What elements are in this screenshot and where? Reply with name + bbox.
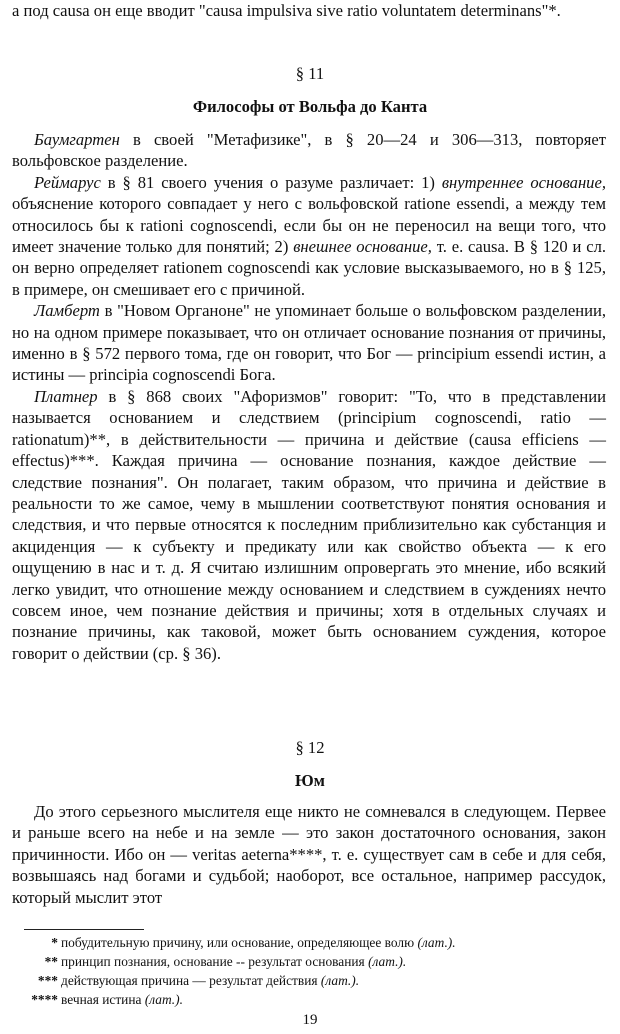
- footnote-mark: **: [44, 954, 58, 969]
- footnote: [22, 990, 582, 1009]
- author-name: Платнер: [34, 386, 98, 406]
- term-inner-ground: внутреннее основание,: [441, 172, 606, 192]
- term-outer-ground: внешнее основание,: [293, 237, 432, 257]
- paragraph-lambert: [12, 300, 606, 386]
- footnote-text: действующая причина — результат действия (лат.).: [61, 973, 360, 988]
- footnote-text: принцип познания, основание -- результат основания (лат.).: [61, 954, 407, 969]
- author-name: Реймарус: [34, 172, 101, 192]
- page-number: 19: [302, 1012, 318, 1028]
- opening-paragraph: [12, 0, 606, 21]
- section-12-body: [12, 801, 606, 908]
- footnote-mark: *: [51, 935, 58, 950]
- section-12-title: Юм: [295, 771, 325, 790]
- paragraph-text: в § 868 своих "Афоризмов" говорит: "То, что в представлении называется основанием и следствием (principium cognoscendi, ratio — rationatum)**, в действительности — причина и действие (causa efficiens — effectus)***. Каждая причина — основание познания, каждое действие — следствие познания". Он полагает, таким образом, что причина и действие в реальности то же самое, чему в мышлении соответствуют понятия основания и следствия, и что первые относятся к последним приблизительно как субстанция и акциденция — к субъекту и предикату или как свойство объекта — к его ощущению в нас и т. д. Я считаю излишним опровергать это мнение, ибо всякий легко увидит, что отношение между основанием и следствием в суждениях нечто совсем иное, чем познание действия и причины; хотя в отдельных случаях и познание причины, как таковой, может быть основанием суждения, которое говорит о действии (ср. § 36).: [12, 386, 606, 663]
- footnote: [22, 952, 582, 971]
- footnote: [22, 933, 582, 952]
- footnote-text: вечная истина (лат.).: [61, 992, 183, 1007]
- paragraph-text: объяснение которого совпадает у него с вольфовской ratione essendi, а между тем относилось бы к rationi cognoscendi, если бы он не переносил на вещи того, что имеет значение только для понятий; 2): [12, 194, 606, 257]
- footnotes: [22, 933, 582, 1009]
- author-name: Баумгартен: [34, 130, 120, 149]
- paragraph-text: в "Новом Органоне" не упоминает больше о вольфовском разделении, но на одном примере показывает, что он отличает основание познания от причины, именно в § 572 первого тома, где он говорит, что Бог — principium essendi истин, а истины — principia cognoscendi Бога.: [12, 301, 606, 385]
- section-11-body: [12, 129, 606, 664]
- footnote-mark: ****: [31, 992, 58, 1007]
- paragraph-text: в § 81 своего учения о разуме различает: 1): [100, 172, 442, 192]
- footnote: [22, 971, 582, 990]
- paragraph-baumgarten: [12, 129, 606, 172]
- footnote-divider: [24, 929, 144, 930]
- section-11-number: § 11: [295, 64, 325, 83]
- author-name: Ламберт: [34, 301, 100, 321]
- footnote-mark: ***: [37, 973, 58, 988]
- paragraph-platner: [12, 386, 606, 664]
- opening-text: а под causa он еще вводит "causa impulsiva sive ratio voluntatem determinans"*.: [12, 1, 561, 20]
- section-11-title: Философы от Вольфа до Канта: [192, 97, 428, 116]
- footnote-text: побудительную причину, или основание, определяющее волю (лат.).: [61, 935, 456, 950]
- paragraph-text: в своей "Метафизике", в § 20—24 и 306—313, повторяет вольфовское разделение.: [12, 130, 606, 171]
- paragraph-reimarus: [12, 172, 606, 300]
- section-12-number: § 12: [295, 738, 325, 757]
- paragraph-hume: До этого серьезного мыслителя еще никто не сомневался в следующем. Первее и раньше всего на небе и на земле — это закон достаточного основания, закон причинности. Ибо он — veritas aeterna****, т. е. существует сам в себе и для себя, возвышаясь над богами и судьбой; наоборот, все остальное, например рассудок, который мыслит этот: [12, 802, 606, 907]
- paragraph-text: т. е. causa. В § 120 и сл. он верно определяет rationem cognoscendi как условие высказываемого, но в § 125, в примере, он смешивает его с причиной.: [12, 237, 607, 299]
